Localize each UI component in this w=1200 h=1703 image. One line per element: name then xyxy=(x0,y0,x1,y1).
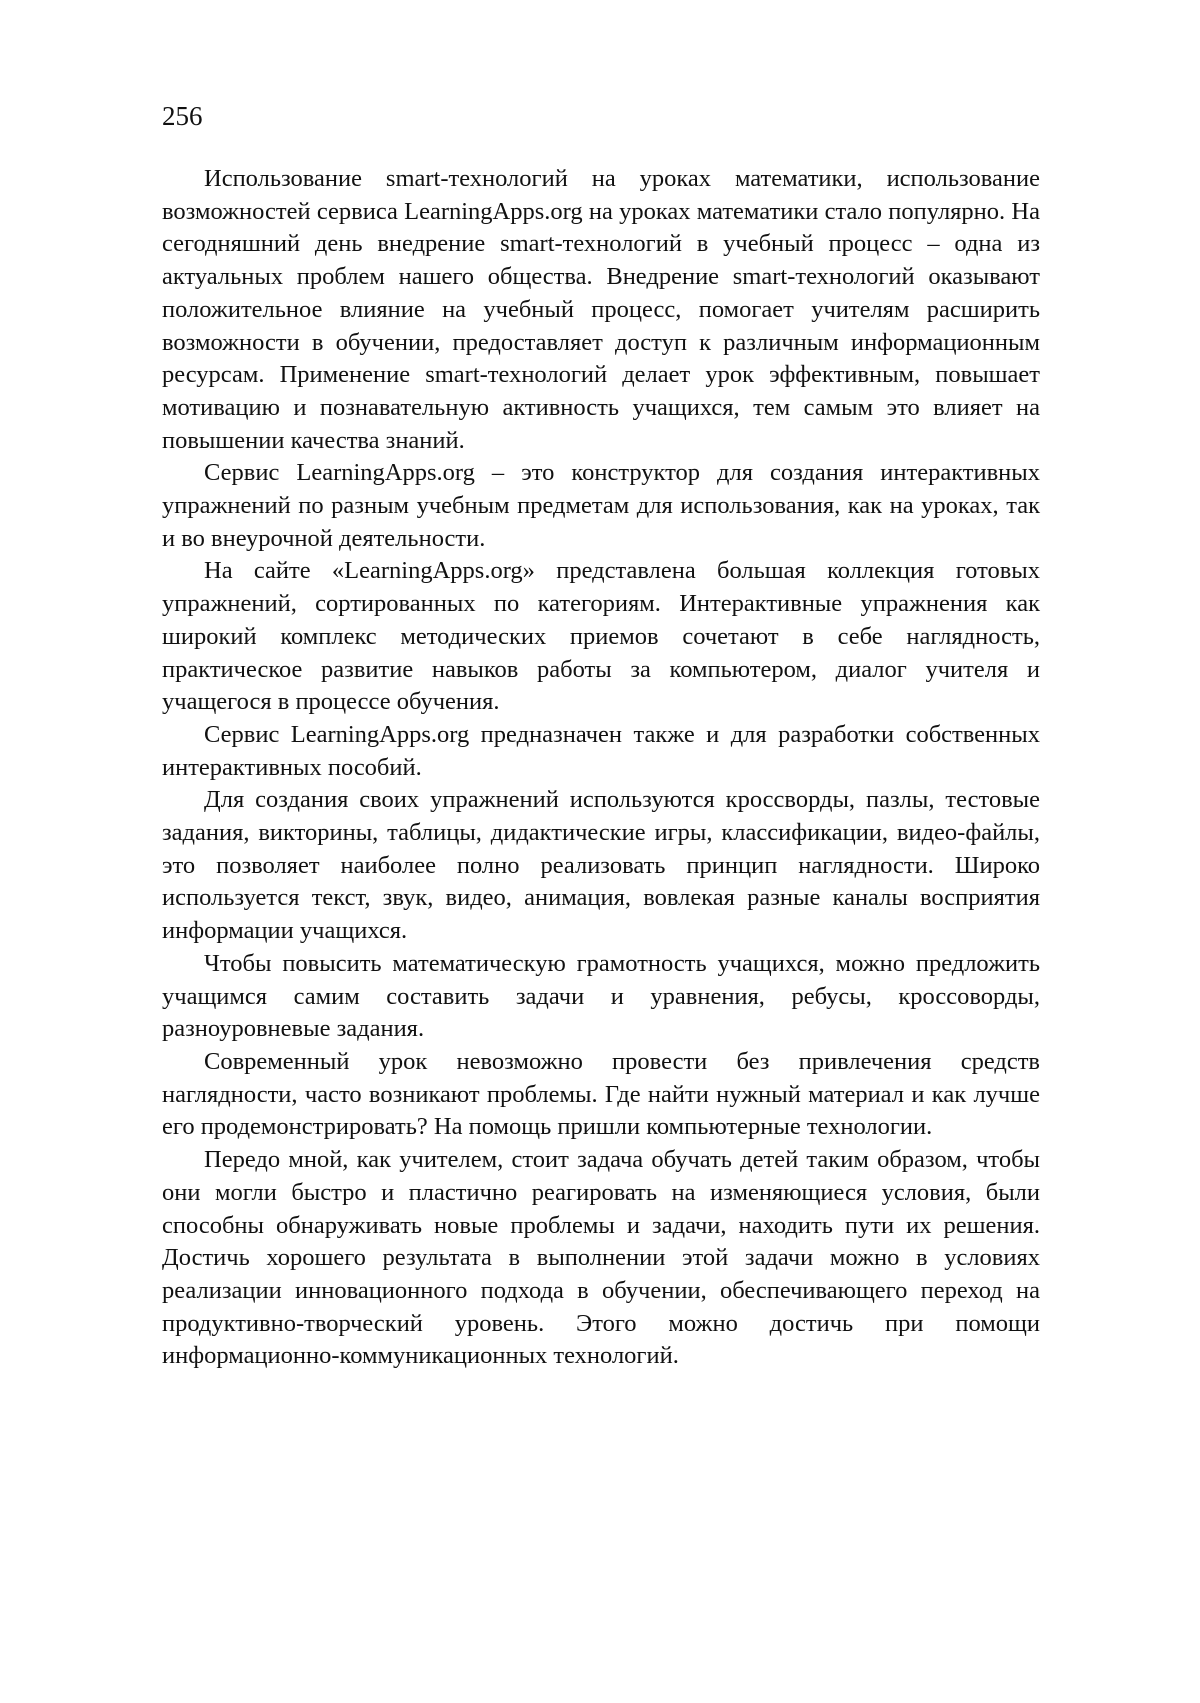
paragraph-modern-lesson: Современный урок невозможно провести без привлечения средств наглядности, часто возникают проблемы. Где найти нужный материал и как лучше его продемонстрировать? На помощь пришли компьютерные технологии. xyxy=(162,1046,1040,1144)
paragraph-smart-technologies: Использование smart-технологий на уроках математики, использование возможностей сервиса LearningApps.org на уроках математики стало популярно. На сегодняшний день внедрение smart-технологий в учебный процесс – одна из актуальных проблем нашего общества. Внедрение smart-технологий оказывают положительное влияние на учебный процесс, помогает учителям расширить возможности в обучении, предоставляет доступ к различным информационным ресурсам. Применение smart-технологий делает урок эффективным, повышает мотивацию и познавательную активность учащихся, тем самым это влияет на повышении качества знаний. xyxy=(162,163,1040,457)
paragraph-own-aids: Сервис LearningApps.org предназначен также и для разработки собственных интерактивных пособий. xyxy=(162,719,1040,784)
paragraph-learningapps-collection: На сайте «LearningApps.org» представлена большая коллекция готовых упражнений, сортированных по категориям. Интерактивные упражнения как широкий комплекс методических приемов сочетают в себе наглядность, практическое развитие навыков работы за компьютером, диалог учителя и учащегося в процессе обучения. xyxy=(162,555,1040,719)
page-number: 256 xyxy=(162,100,203,132)
paragraph-learningapps-service: Сервис LearningApps.org – это конструктор для создания интерактивных упражнений по разным учебным предметам для использования, как на уроках, так и во внеурочной деятельности. xyxy=(162,457,1040,555)
paragraph-exercise-types: Для создания своих упражнений используются кроссворды, пазлы, тестовые задания, викторины, таблицы, дидактические игры, классификации, видео-файлы, это позволяет наиболее полно реализовать принцип наглядности. Широко используется текст, звук, видео, анимация, вовлекая разные каналы восприятия информации учащихся. xyxy=(162,784,1040,948)
article-body xyxy=(162,163,1040,1373)
document-page xyxy=(0,0,1200,1703)
paragraph-teacher-task: Передо мной, как учителем, стоит задача обучать детей таким образом, чтобы они могли быстро и пластично реагировать на изменяющиеся условия, были способны обнаруживать новые проблемы и задачи, находить пути их решения. Достичь хорошего результата в выполнении этой задачи можно в условиях реализации инновационного подхода в обучении, обеспечивающего переход на продуктивно-творческий уровень. Этого можно достичь при помощи информационно-коммуникационных технологий. xyxy=(162,1144,1040,1373)
paragraph-math-literacy: Чтобы повысить математическую грамотность учащихся, можно предложить учащимся самим составить задачи и уравнения, ребусы, кроссоворды, разноуровневые задания. xyxy=(162,948,1040,1046)
